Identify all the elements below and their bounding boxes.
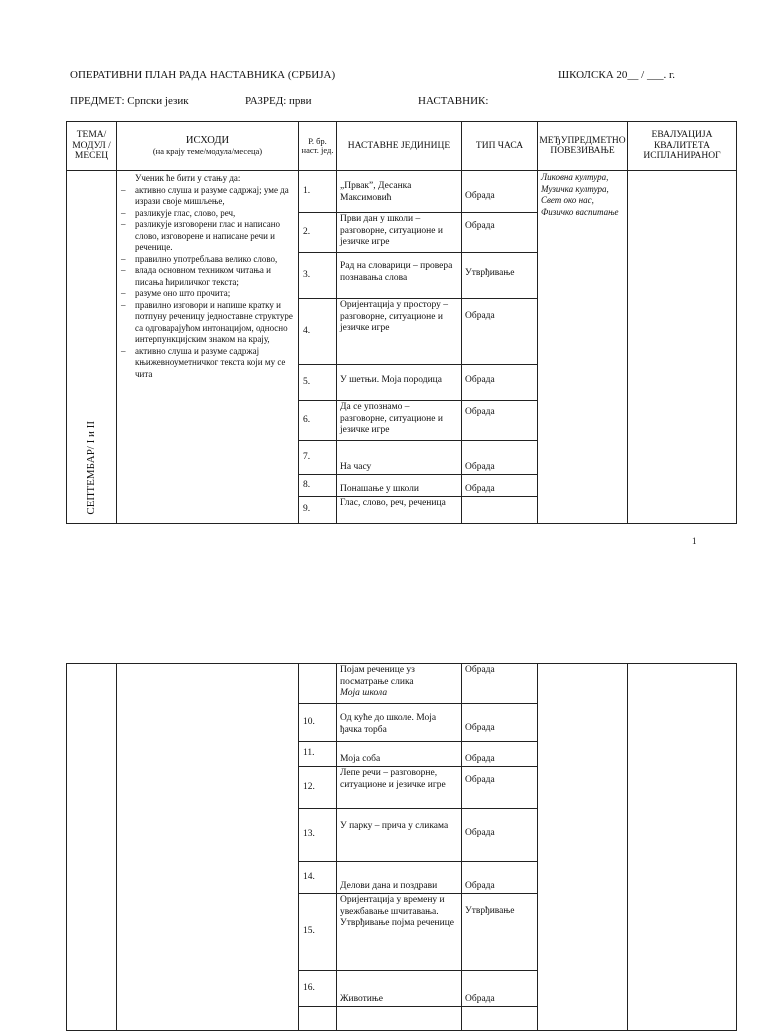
header-outcomes-title: ИСХОДИ	[185, 134, 230, 146]
lesson-type	[462, 497, 538, 524]
lesson-number: 11.	[299, 742, 337, 767]
lesson-type: Обрада	[462, 971, 538, 1007]
lesson-unit: У парку – прича у сликама	[337, 809, 462, 862]
school-year: ШКОЛСКА 20__ / ___. г.	[558, 69, 675, 81]
header-outcomes-sub: (на крају теме/модула/месеца)	[152, 146, 263, 156]
lesson-unit: Оријентација у времену и увежбавање шчитавања. Утврђивање појма реченице	[337, 894, 462, 971]
lesson-unit-italic: Моја школа	[340, 688, 388, 698]
lesson-number: 8.	[299, 475, 337, 497]
table-row	[67, 171, 737, 213]
lesson-number: 7.	[299, 441, 337, 475]
outcomes-cell	[117, 171, 299, 524]
outcome-item: – активно слуша и разуме садржај књижевноуметничког текста који му се чита	[121, 346, 295, 381]
lesson-number	[299, 1007, 337, 1031]
lesson-unit: Животиње	[337, 971, 462, 1007]
lesson-type: Обрада	[462, 171, 538, 213]
lesson-unit: Од куће до школе. Моја ђачка торба	[337, 704, 462, 742]
lesson-type	[462, 1007, 538, 1031]
lesson-number: 6.	[299, 401, 337, 441]
lesson-unit: Оријентација у простору – разговорне, ситуационе и језичке игре	[337, 299, 462, 365]
correlation-cell: Ликовна култура, Музичка култура, Свет око нас, Физичко васпитање	[538, 171, 628, 524]
month-cell	[67, 664, 117, 1031]
lesson-type: Обрада	[462, 401, 538, 441]
lesson-type: Обрада	[462, 809, 538, 862]
header-correlation: МЕЂУПРЕДМЕТНО ПОВЕЗИВАЊЕ	[538, 122, 628, 171]
outcome-item: – активно слуша и разуме садржај; уме да изрази своје мишљење,	[121, 185, 295, 208]
header-units: НАСТАВНЕ ЈЕДИНИЦЕ	[337, 122, 462, 171]
lesson-number: 15.	[299, 894, 337, 971]
grade-label: РАЗРЕД: први	[245, 95, 312, 107]
lesson-type: Обрада	[462, 365, 538, 401]
lesson-unit: Понашање у школи	[337, 475, 462, 497]
lesson-unit: Први дан у школи – разговорне, ситуационе и језичке игре	[337, 213, 462, 253]
lesson-number: 10.	[299, 704, 337, 742]
outcome-item: – разликује изговорени глас и написано слово, изговорене и написане речи и реченице.	[121, 219, 295, 254]
lesson-type: Обрада	[462, 704, 538, 742]
lesson-unit: Моја соба	[337, 742, 462, 767]
lesson-type: Обрада	[462, 299, 538, 365]
lesson-type: Обрада	[462, 213, 538, 253]
outcome-item: – разликује глас, слово, реч,	[121, 208, 295, 220]
teacher-label: НАСТАВНИК:	[418, 95, 489, 107]
outcome-item: – влада основном техником читања и писања ћириличког текста;	[121, 265, 295, 288]
plan-table-page-1	[66, 121, 737, 524]
header-evaluation: ЕВАЛУАЦИЈА КВАЛИТЕТА ИСПЛАНИРАНОГ	[628, 122, 737, 171]
lesson-type: Утврђивање	[462, 253, 538, 299]
lesson-type: Обрада	[462, 475, 538, 497]
lesson-unit-text: Појам реченице уз посматрање слика	[340, 665, 415, 687]
plan-table-page-2	[66, 663, 737, 1031]
table-row	[67, 664, 737, 704]
lesson-unit: Делови дана и поздрави	[337, 862, 462, 894]
header-row	[67, 122, 737, 171]
lesson-type: Обрада	[462, 664, 538, 704]
outcomes-list	[121, 185, 295, 381]
header-number: Р. бр. наст. јед.	[299, 122, 337, 171]
document-title: ОПЕРАТИВНИ ПЛАН РАДА НАСТАВНИКА (СРБИЈА)	[70, 69, 336, 81]
month-label: СЕПТЕМБАР/ I и II	[84, 420, 97, 515]
outcome-item: – правилно изговори и напише кратку и потпуну реченицу једноставне структуре са одговарајућом интонацијом, односно интерпункцијским знаком на крају,	[121, 300, 295, 346]
header-theme: ТЕМА/ МОДУЛ /МЕСЕЦ	[67, 122, 117, 171]
lesson-number: 13.	[299, 809, 337, 862]
lesson-number: 4.	[299, 299, 337, 365]
lesson-number: 9.	[299, 497, 337, 524]
lesson-number: 2.	[299, 213, 337, 253]
lesson-unit: Глас, слово, реч, реченица	[337, 497, 462, 524]
lesson-type: Обрада	[462, 441, 538, 475]
lesson-type: Обрада	[462, 862, 538, 894]
header-outcomes	[117, 122, 299, 171]
lesson-unit: Лепе речи – разговорне, ситуационе и језичке игре	[337, 767, 462, 809]
lesson-unit: Рад на словарици – провера познавања слова	[337, 253, 462, 299]
page-number: 1	[692, 536, 697, 546]
lesson-unit: У шетњи. Моја породица	[337, 365, 462, 401]
lesson-number: 16.	[299, 971, 337, 1007]
outcomes-cell	[117, 664, 299, 1031]
lesson-unit	[337, 1007, 462, 1031]
lesson-number: 12.	[299, 767, 337, 809]
lesson-number: 14.	[299, 862, 337, 894]
outcome-item: – правилно употребљава велико слово,	[121, 254, 295, 266]
lesson-type: Утврђивање	[462, 894, 538, 971]
lesson-number: 1.	[299, 171, 337, 213]
subject-label: ПРЕДМЕТ: Српски језик	[70, 95, 189, 107]
lesson-unit: На часу	[337, 441, 462, 475]
outcomes-lead: Ученик ће бити у стању да:	[135, 173, 241, 183]
lesson-type: Обрада	[462, 767, 538, 809]
lesson-number: 3.	[299, 253, 337, 299]
lesson-unit	[337, 664, 462, 704]
lesson-type: Обрада	[462, 742, 538, 767]
header-type: ТИП ЧАСА	[462, 122, 538, 171]
lesson-number: 5.	[299, 365, 337, 401]
lesson-number	[299, 664, 337, 704]
month-cell	[67, 171, 117, 524]
evaluation-cell	[628, 171, 737, 524]
correlation-cell	[538, 664, 628, 1031]
evaluation-cell	[628, 664, 737, 1031]
lesson-unit: Да се упознамо – разговорне, ситуационе и језичке игре	[337, 401, 462, 441]
lesson-unit: „Првак”, Десанка Максимовић	[337, 171, 462, 213]
outcome-item: – разуме оно што прочита;	[121, 288, 295, 300]
